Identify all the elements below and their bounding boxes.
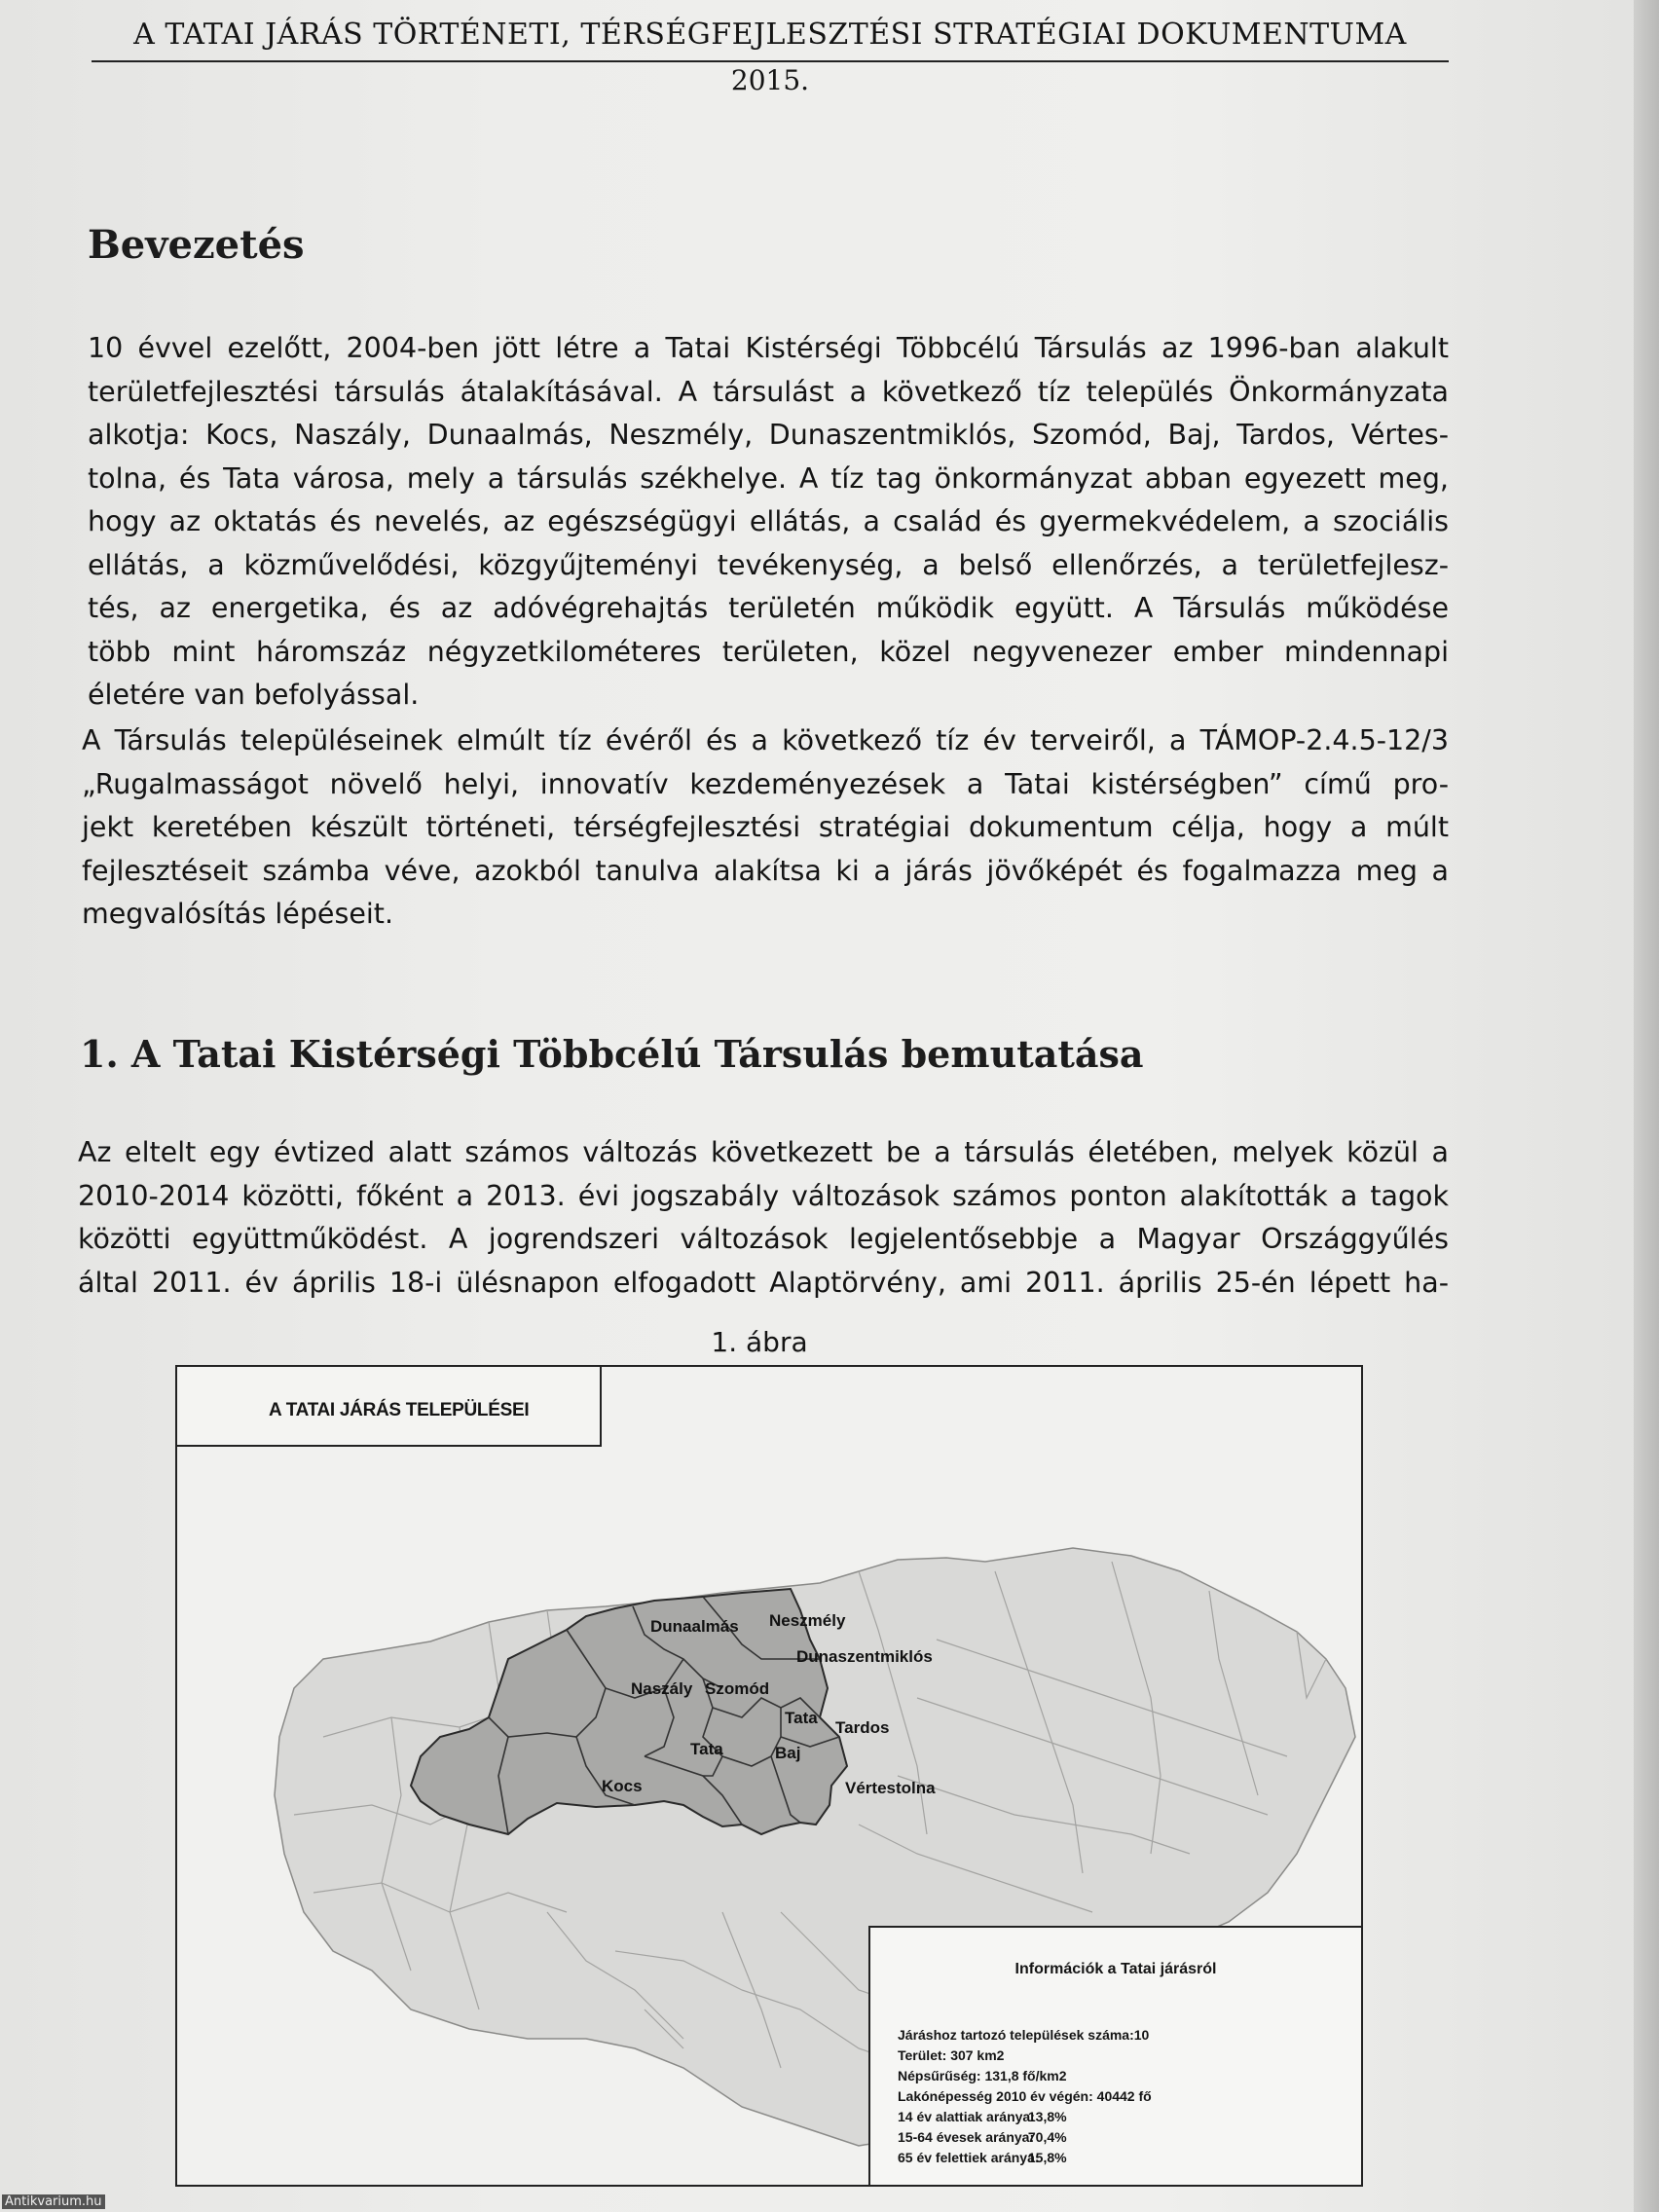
town-label-dunaalmas: Dunaalmás xyxy=(650,1617,739,1636)
watermark: Antikvarium.hu xyxy=(2,2194,105,2209)
info-box xyxy=(868,1926,1361,2185)
info-line: Járáshoz tartozó települések száma:10 xyxy=(898,2027,1150,2043)
text-line: „Rugalmasságot növelő helyi, innovatív kezdeményezések a Tatai kistérségben” című pro- xyxy=(82,767,1449,800)
age-row-label: 65 év felettiek aránya: xyxy=(898,2150,1040,2165)
town-label-dunaszentmiklos: Dunaszentmiklós xyxy=(796,1647,933,1666)
text-line: tés, az energetika, és az adóvégrehajtás területén működik együtt. A Társulás működése xyxy=(88,592,1449,624)
text-line: 10 évvel ezelőtt, 2004-ben jött létre a Tatai Kistérségi Többcélú Társulás az 1996-ban alakult xyxy=(88,332,1449,364)
text-line: területfejlesztési társulás átalakításával. A társulást a következő tíz település Önkormányzata xyxy=(88,375,1449,408)
age-row-label: 15-64 évesek aránya: xyxy=(898,2129,1035,2145)
town-label-tata-small: Tata xyxy=(785,1709,818,1727)
age-row xyxy=(898,2148,1152,2168)
age-row-value: 15,8% xyxy=(1027,2150,1067,2165)
text-line: jekt keretében készült történeti, térségfejlesztési stratégiai dokumentum célja, hogy a múlt xyxy=(82,811,1449,843)
text-line: életére van befolyással. xyxy=(88,679,420,711)
info-lines xyxy=(898,2025,1152,2168)
age-row-value: 13,8% xyxy=(1027,2109,1067,2124)
town-label-naszaly: Naszály xyxy=(631,1679,693,1698)
text-line: által 2011. év április 18-i ülésnapon elfogadott Alaptörvény, ami 2011. április 25-én lépett ha- xyxy=(78,1266,1449,1299)
text-line: 2010-2014 közötti, főként a 2013. évi jogszabály változások számos ponton alakították a tagok xyxy=(78,1179,1449,1212)
town-label-vertestolna: Vértestolna xyxy=(845,1779,936,1797)
figure-caption: 1. ábra xyxy=(711,1326,808,1358)
info-line: Terület: 307 km2 xyxy=(898,2047,1005,2063)
town-label-tata: Tata xyxy=(690,1740,723,1758)
town-label-kocs: Kocs xyxy=(602,1777,643,1795)
age-row-label: 14 év alattiak aránya: xyxy=(898,2109,1035,2124)
text-line: megvalósítás lépéseit. xyxy=(82,898,393,930)
town-label-szomod: Szomód xyxy=(705,1679,770,1698)
info-line: Népsűrűség: 131,8 fő/km2 xyxy=(898,2068,1067,2083)
age-row-value: 70,4% xyxy=(1027,2129,1067,2145)
header-rule xyxy=(92,60,1449,62)
text-line: alkotja: Kocs, Naszály, Dunaalmás, Neszmély, Dunaszentmiklós, Szomód, Baj, Tardos, Vértes- xyxy=(88,419,1449,451)
town-label-tardos: Tardos xyxy=(835,1718,890,1737)
text-line: A Társulás településeinek elmúlt tíz évéről és a következő tíz év terveiről, a TÁMOP-2.4.5-12/3 xyxy=(82,724,1449,756)
intro-heading: Bevezetés xyxy=(88,222,305,268)
text-line: közötti együttműködést. A jogrendszeri változások legjelentősebbje a Magyar Országgyűlés xyxy=(78,1223,1449,1255)
text-line: fejlesztéseit számba véve, azokból tanulva alakítsa ki a járás jövőképét és fogalmazza meg a xyxy=(82,854,1449,887)
intro-paragraph-2 xyxy=(82,719,1449,937)
running-header: A TATAI JÁRÁS TÖRTÉNETI, TÉRSÉGFEJLESZTÉSI STRATÉGIAI DOKUMENTUMA xyxy=(133,18,1407,52)
running-header-year: 2015. xyxy=(730,64,810,96)
town-label-baj: Baj xyxy=(775,1744,801,1762)
section-1-heading: 1. A Tatai Kistérségi Többcélú Társulás bemutatása xyxy=(80,1032,1144,1076)
section-1-paragraph xyxy=(78,1131,1449,1305)
map-title: A TATAI JÁRÁS TELEPÜLÉSEI xyxy=(269,1400,530,1420)
text-line: tolna, és Tata városa, mely a társulás székhelye. A tíz tag önkormányzat abban egyezett meg, xyxy=(88,461,1449,495)
page-edge xyxy=(1634,0,1659,2212)
town-label-neszmely: Neszmély xyxy=(769,1611,846,1630)
district-map-figure xyxy=(175,1365,1363,2187)
info-title: Információk a Tatai járásról xyxy=(1014,1961,1217,1977)
text-line: ellátás, a közművelődési, közgyűjteményi tevékenység, a belső ellenőrzés, a területfejlesz- xyxy=(88,548,1449,581)
intro-paragraph-1 xyxy=(88,327,1449,718)
text-line: több mint háromszáz négyzetkilométeres területen, közel negyvenezer ember mindennapi xyxy=(88,635,1449,668)
age-row xyxy=(898,2107,1152,2127)
age-row xyxy=(898,2127,1152,2148)
text-line: Az eltelt egy évtized alatt számos változás következett be a társulás életében, melyek közül a xyxy=(78,1136,1449,1168)
info-line: Lakónépesség 2010 év végén: 40442 fő xyxy=(898,2088,1152,2104)
text-line: hogy az oktatás és nevelés, az egészségügyi ellátás, a család és gyermekvédelem, a szociális xyxy=(88,505,1449,537)
map-title-box xyxy=(177,1367,602,1447)
